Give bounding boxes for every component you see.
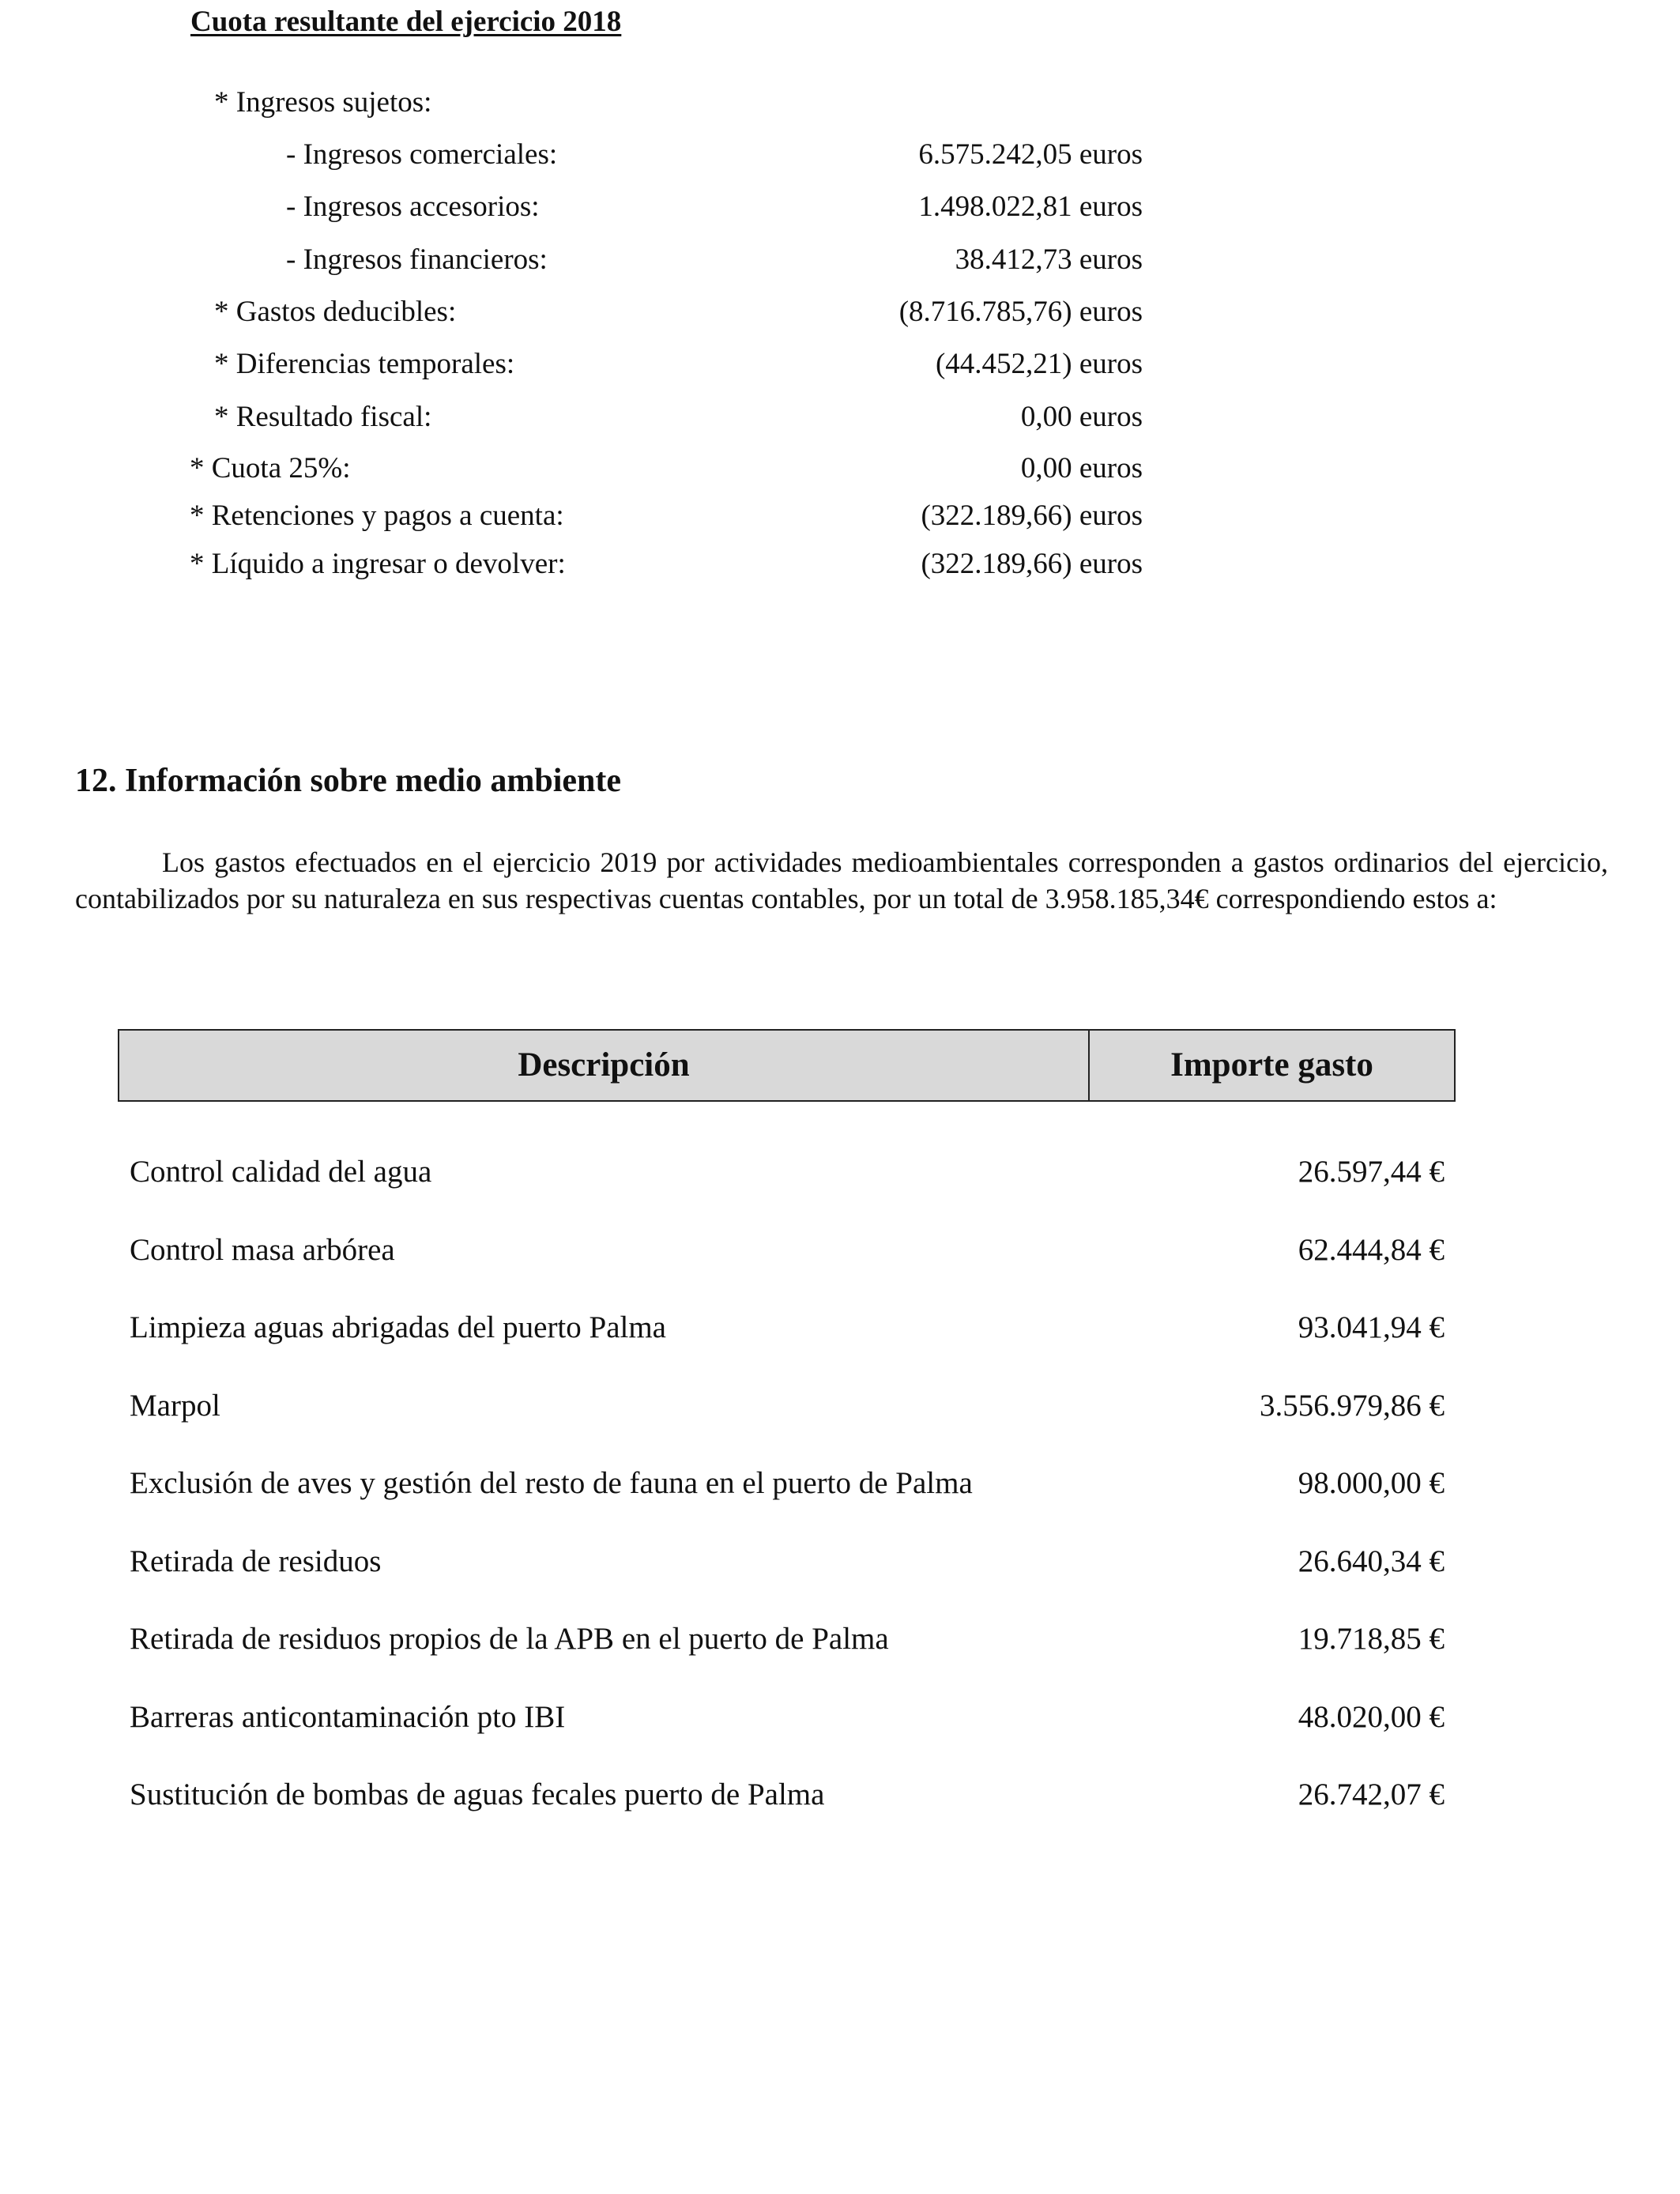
row-description: Control masa arbórea	[130, 1232, 395, 1267]
row-description: Sustitución de bombas de aguas fecales puerto de Palma	[130, 1777, 825, 1811]
row-description: Exclusión de aves y gestión del resto de fauna en el puerto de Palma	[130, 1466, 973, 1500]
tax-line-label: * Ingresos sujetos:	[214, 86, 432, 119]
tax-line-value: 6.575.242,05 euros	[918, 138, 1143, 171]
tax-line-value: (44.452,21) euros	[935, 348, 1143, 380]
tax-line-value: 38.412,73 euros	[955, 243, 1143, 276]
row-amount: 98.000,00 €	[1298, 1466, 1445, 1500]
section-paragraph	[75, 844, 1608, 917]
tax-line-value: 0,00 euros	[1020, 401, 1143, 433]
row-amount: 62.444,84 €	[1298, 1232, 1445, 1267]
table-row	[118, 1289, 1456, 1367]
tax-line	[0, 133, 1680, 177]
table-row	[118, 1445, 1456, 1523]
tax-line	[0, 185, 1680, 229]
tax-line	[0, 238, 1680, 282]
tax-line	[0, 342, 1680, 386]
row-amount: 26.640,34 €	[1298, 1544, 1445, 1578]
table-header	[118, 1029, 1456, 1102]
table-row	[118, 1523, 1456, 1601]
tax-line-value: 0,00 euros	[1020, 452, 1143, 484]
tax-line-label: - Ingresos accesorios:	[286, 190, 540, 223]
row-amount: 26.742,07 €	[1298, 1777, 1445, 1811]
row-amount: 26.597,44 €	[1298, 1155, 1445, 1189]
tax-line-value: (322.189,66) euros	[921, 499, 1143, 532]
tax-line-value: 1.498.022,81 euros	[918, 190, 1143, 223]
table-body	[118, 1133, 1456, 1834]
row-amount: 19.718,85 €	[1298, 1622, 1445, 1656]
row-description: Barreras anticontaminación pto IBI	[130, 1699, 566, 1734]
tax-line-label: * Resultado fiscal:	[214, 401, 432, 433]
tax-line-value: (322.189,66) euros	[921, 548, 1143, 580]
row-description: Limpieza aguas abrigadas del puerto Palma	[130, 1310, 666, 1344]
table-row	[118, 1756, 1456, 1834]
tax-line-label: * Retenciones y pagos a cuenta:	[190, 499, 564, 532]
tax-line-value: (8.716.785,76) euros	[898, 296, 1143, 328]
tax-line-label: * Gastos deducibles:	[214, 296, 457, 328]
tax-line	[0, 395, 1680, 439]
tax-line	[0, 494, 1680, 538]
header-amount: Importe gasto	[1170, 1046, 1373, 1084]
header-description: Descripción	[119, 1031, 1090, 1100]
row-amount: 3.556.979,86 €	[1260, 1388, 1445, 1423]
table-row	[118, 1133, 1456, 1212]
row-description: Retirada de residuos propios de la APB en el puerto de Palma	[130, 1622, 889, 1656]
tax-line-label: * Cuota 25%:	[190, 452, 351, 484]
paragraph-text: Los gastos efectuados en el ejercicio 2019 por actividades medioambientales corresponden a gastos ordinarios del ejercicio, contabilizados por su naturaleza en sus respectivas cuentas contables, por un total de 3.958.185,34€ correspondiendo estos a:	[75, 846, 1608, 914]
tax-line-label: - Ingresos comerciales:	[286, 138, 558, 171]
row-amount: 48.020,00 €	[1298, 1699, 1445, 1734]
tax-line-label: * Diferencias temporales:	[214, 348, 515, 380]
table-row	[118, 1679, 1456, 1757]
table-row	[118, 1600, 1456, 1679]
table-row	[118, 1212, 1456, 1290]
table-row	[118, 1367, 1456, 1446]
tax-line	[0, 290, 1680, 334]
row-description: Control calidad del agua	[130, 1155, 432, 1189]
tax-summary-title: Cuota resultante del ejercicio 2018	[190, 6, 622, 38]
row-amount: 93.041,94 €	[1298, 1310, 1445, 1344]
tax-line	[0, 81, 1680, 125]
tax-line	[0, 542, 1680, 586]
tax-line	[0, 447, 1680, 491]
section-heading: 12. Información sobre medio ambiente	[75, 763, 622, 799]
row-description: Retirada de residuos	[130, 1544, 382, 1578]
tax-line-label: * Líquido a ingresar o devolver:	[190, 548, 566, 580]
tax-line-label: - Ingresos financieros:	[286, 243, 548, 276]
row-description: Marpol	[130, 1388, 220, 1423]
expenses-table	[118, 1029, 1456, 1811]
